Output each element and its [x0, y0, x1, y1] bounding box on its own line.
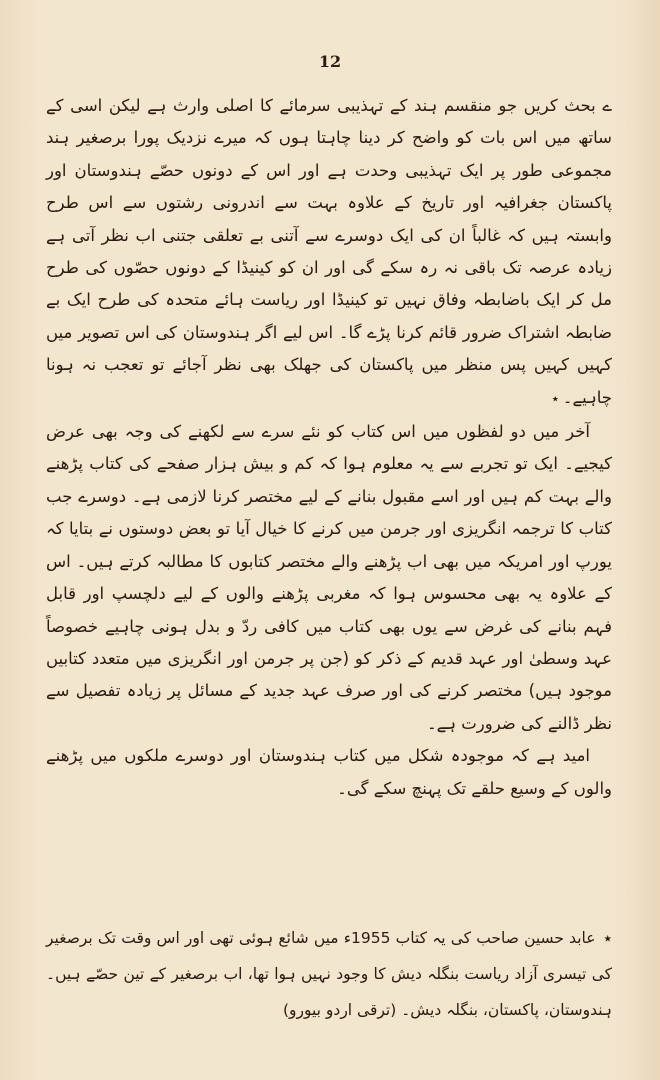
- footnote: [46, 920, 612, 1028]
- footnote-reference: ٭: [551, 391, 559, 407]
- body-text: [46, 90, 612, 805]
- footnote-line: عابد حسین صاحب کی یہ کتاب 1955ء میں شائع ہوئی تھی اور اس وقت تک برصغیر کی تیسری آزاد ریاست بنگلہ دیش کا وجود نہیں ہوا تھا، اب برصغیر کے تین حصّے ہیں۔ ہندوستان، پاکستان، بنگلہ دیش۔ (ترقی اردو بیورو): [46, 929, 612, 1019]
- footnote-text: [46, 920, 612, 1028]
- paragraph: امید ہے کہ موجودہ شکل میں کتاب ہندوستان اور دوسرے ملکوں میں پڑھنے والوں کے وسیع حلقے تک پہنچ سکے گی۔: [46, 746, 612, 798]
- page-number: 12: [318, 52, 342, 71]
- footnote-marker: ٭: [603, 929, 612, 947]
- paragraph: [46, 90, 612, 416]
- paragraph: آخر میں دو لفظوں میں اس کتاب کو نئے سرے سے لکھنے کی وجہ بھی عرض کیجیے۔ ایک تو تجربے سے یہ معلوم ہوا کہ کم و بیش ہزار صفحے کی کتاب پڑھنے والے بہت کم ہیں اور اسے مقبول بنانے کے لیے مختصر کرنا لازمی ہے۔ دوسرے جب کتاب کا ترجمہ انگریزی اور جرمن میں کرنے کا خیال آیا تو بعض دوستوں نے بتایا کہ یورپ اور امریکہ میں بھی اب پڑھنے والے مختصر کتابوں کا مطالبہ کرتے ہیں۔ اس کے علاوہ یہ بھی محسوس ہوا کہ مغربی پڑھنے والوں کے لیے دلچسپ اور قابل فہم بنانے کی غرض سے یوں بھی کتاب میں کافی ردّ و بدل ہونی چاہیے خصوصاً عہد وسطیٰ اور عہد قدیم کے ذکر کو (جن پر جرمن اور انگریزی میں متعدد کتابیں موجود ہیں) مختصر کرنے کی اور صرف عہد جدید کے مسائل پر زیادہ تفصیل سے نظر ڈالنے کی ضرورت ہے۔: [46, 422, 612, 733]
- paragraph-text: ے بحث کریں جو منقسم ہند کے تہذیبی سرمائے کا اصلی وارث ہے لیکن اسی کے ساتھ میں اس بات کو واضح کر دینا چاہتا ہوں کہ میرے نزدیک پورا برصغیر ہند مجموعی طور پر ایک تہذیبی وحدت ہے اور اس کے دونوں حصّے ہندوستان اور پاکستان جغرافیہ اور تاریخ کے علاوہ بہت سے اندرونی رشتوں سے اس طرح وابستہ ہیں کہ غالباً ان کی ایک دوسرے سے آتنی بے تعلقی جتنی اب نظر آتی ہے زیادہ عرصہ تک باقی نہ رہ سکے گی اور ان کو کینیڈا کے دونوں حصّوں کی طرح مل کر ایک باضابطہ وفاق نہیں تو کینیڈا اور ریاست ہائے متحدہ کی طرح ایک بے ضابطہ اشتراک ضرور قائم کرنا پڑے گا۔ اس لیے اگر ہندوستان کی اس تصویر میں کہیں کہیں پس منظر میں پاکستان کی جھلک بھی نظر آجائے تو تعجب نہ ہونا چاہیے۔: [46, 96, 612, 407]
